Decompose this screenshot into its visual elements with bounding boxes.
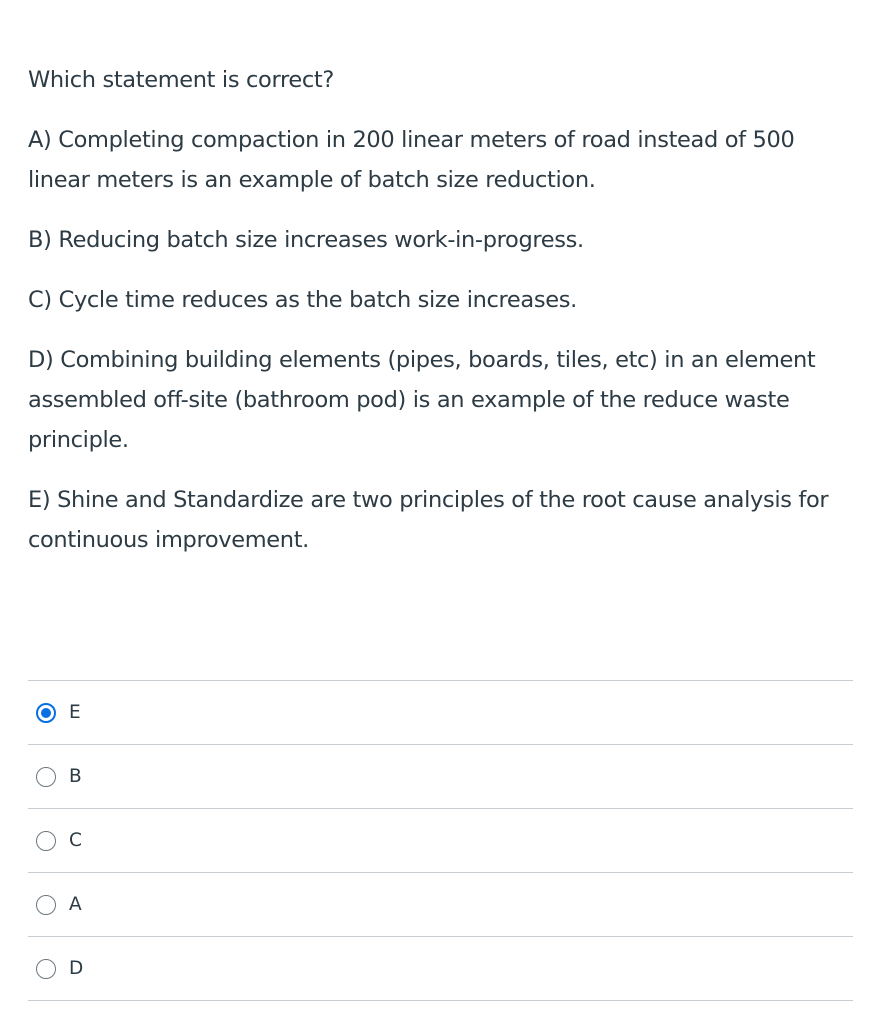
question-body bbox=[28, 60, 858, 580]
answer-label: B bbox=[69, 766, 82, 787]
radio-button-icon[interactable] bbox=[36, 959, 56, 979]
statement-a: A) Completing compaction in 200 linear meters of road instead of 500 linear meters is an example of batch size reduction. bbox=[28, 127, 795, 193]
answer-label: D bbox=[69, 958, 84, 979]
radio-button-selected-icon[interactable] bbox=[36, 703, 56, 723]
answer-option-a[interactable] bbox=[28, 872, 853, 936]
question-prompt: Which statement is correct? bbox=[28, 67, 334, 93]
answer-label: C bbox=[69, 830, 82, 851]
answer-option-e[interactable] bbox=[28, 680, 853, 744]
answer-list bbox=[28, 680, 853, 1001]
answer-label: A bbox=[69, 894, 82, 915]
answer-label: E bbox=[69, 702, 81, 723]
statement-e: E) Shine and Standardize are two principles of the root cause analysis for continuous improvement. bbox=[28, 487, 829, 553]
answer-option-c[interactable] bbox=[28, 808, 853, 872]
statement-b: B) Reducing batch size increases work-in-progress. bbox=[28, 227, 584, 253]
statement-c: C) Cycle time reduces as the batch size increases. bbox=[28, 287, 577, 313]
radio-button-icon[interactable] bbox=[36, 895, 56, 915]
answer-option-b[interactable] bbox=[28, 744, 853, 808]
answer-option-d[interactable] bbox=[28, 936, 853, 1001]
statement-d: D) Combining building elements (pipes, boards, tiles, etc) in an element assembled off-site (bathroom pod) is an example of the reduce waste principle. bbox=[28, 347, 816, 453]
radio-button-icon[interactable] bbox=[36, 767, 56, 787]
radio-button-icon[interactable] bbox=[36, 831, 56, 851]
